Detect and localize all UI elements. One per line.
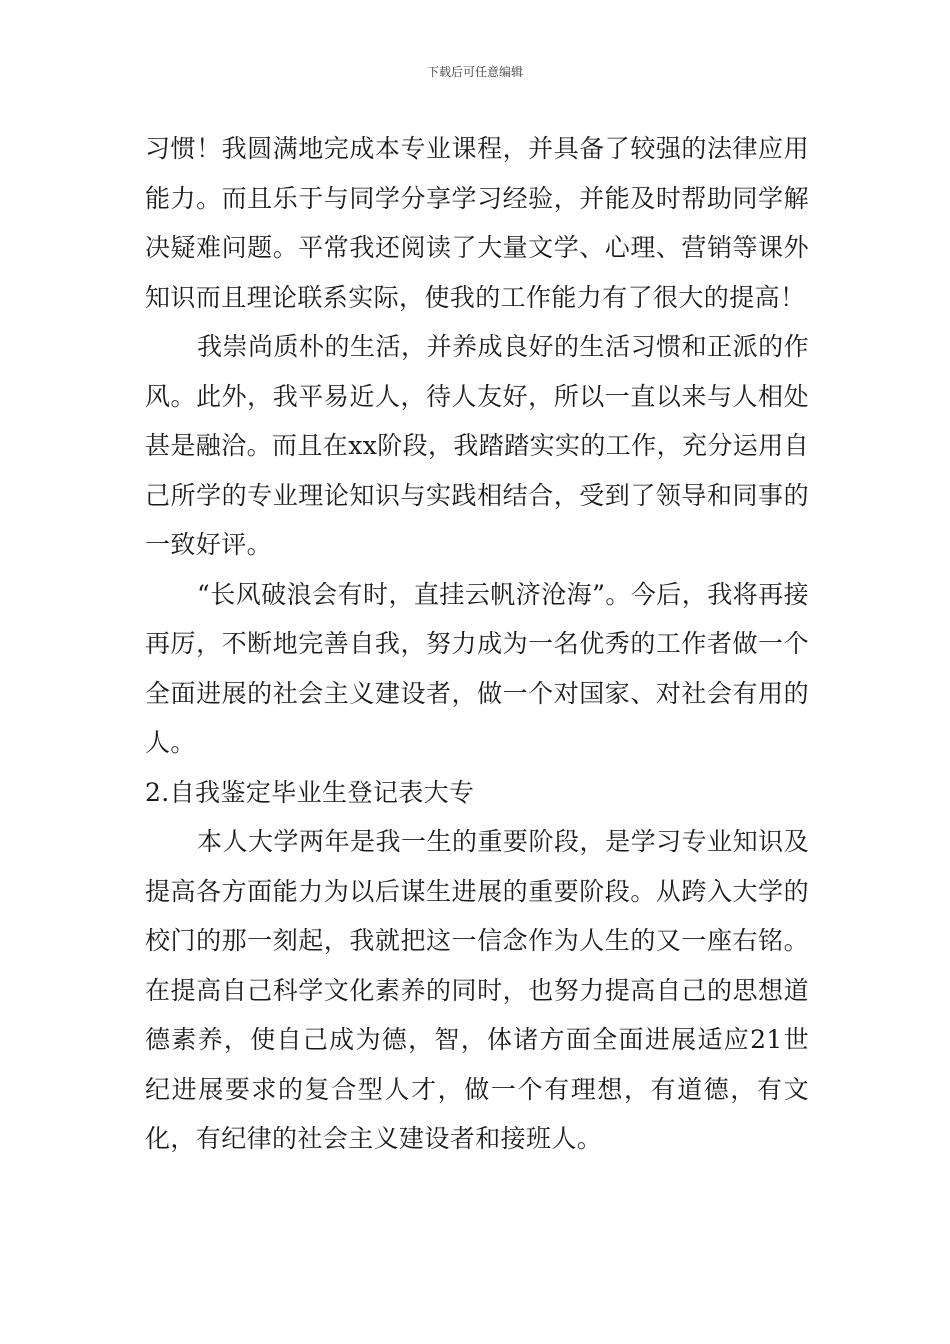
paragraph-continuation: 习惯！我圆满地完成本专业课程，并具备了较强的法律应用能力。而且乐于与同学分享学习经验，并能及时帮助同学解决疑难问题。平常我还阅读了大量文学、心理、营销等课外知识而且理论联系实际，使我的工作能力有了很大的提高！ <box>145 134 809 312</box>
paragraph-future: “长风破浪会有时，直挂云帆济沧海”。今后，我将再接再厉，不断地完善自我，努力成为一名优秀的工作者做一个全面进展的社会主义建设者，做一个对国家、对社会有用的人。 <box>145 579 809 757</box>
paragraph-lifestyle: 我崇尚质朴的生活，并养成良好的生活习惯和正派的作风。此外，我平易近人，待人友好，所以一直以来与人相处甚是融洽。而且在xx阶段，我踏踏实实的工作，充分运用自己所学的专业理论知识与实践相结合，受到了领导和同事的一致好评。 <box>145 332 810 559</box>
page-header: 下载后可任意编辑 <box>426 65 523 79</box>
document-body <box>145 124 809 1164</box>
paragraph-self-assessment: 本人大学两年是我一生的重要阶段，是学习专业知识及提高各方面能力为以后谋生进展的重要阶段。从跨入大学的校门的那一刻起，我就把这一信念作为人生的又一座右铭。在提高自己科学文化素养的同时，也努力提高自己的思想道德素养，使自己成为德，智，体诸方面全面进展适应21世纪进展要求的复合型人才，做一个有理想，有道德，有文化，有纪律的社会主义建设者和接班人。 <box>145 827 809 1153</box>
section-heading: 2.自我鉴定毕业生登记表大专 <box>145 777 475 807</box>
